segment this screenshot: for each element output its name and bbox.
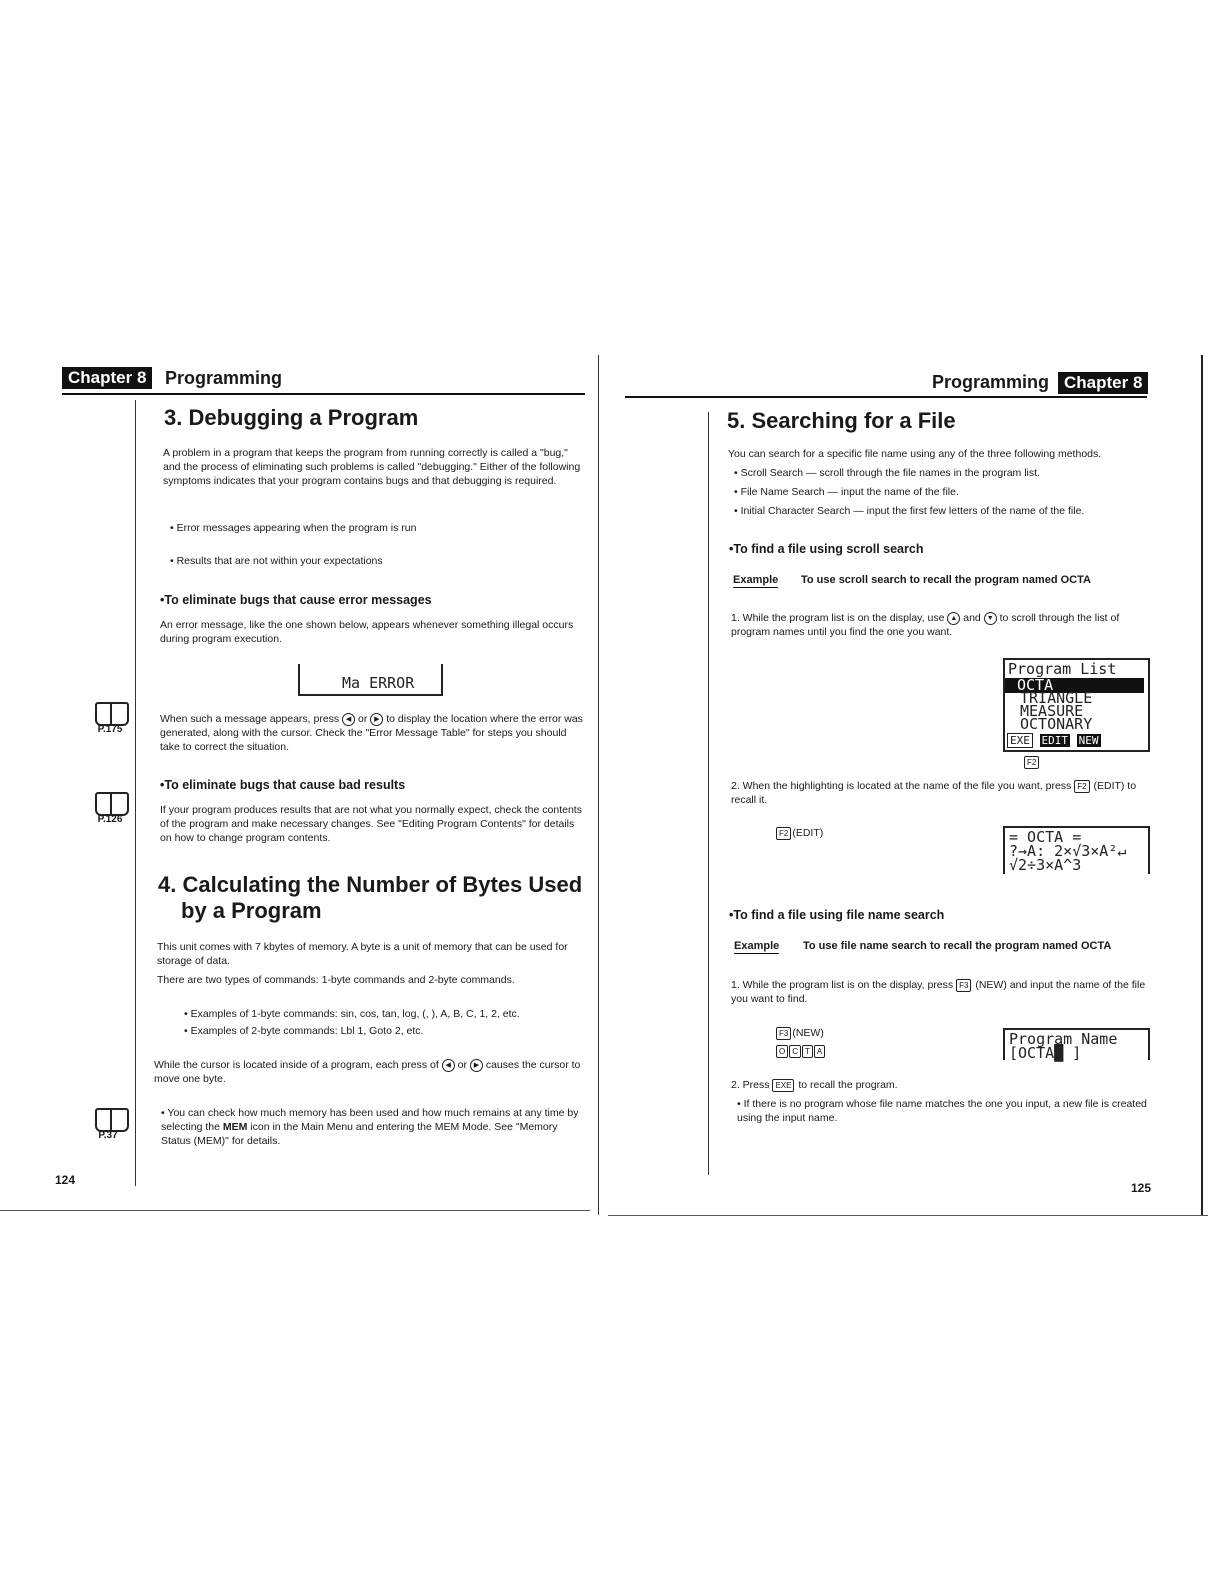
f2-key-icon: F2 bbox=[1024, 756, 1039, 769]
method-initial-char-search: • Initial Character Search — input the first few letters of the name of the file. bbox=[734, 505, 1085, 517]
f3-key-icon: F3 bbox=[956, 979, 971, 992]
book-reference-icon bbox=[95, 702, 129, 726]
left-arrow-key-icon: ◀ bbox=[442, 1059, 455, 1072]
chapter-badge-left: Chapter 8 bbox=[62, 367, 152, 389]
page-bottom-rule-left bbox=[0, 1210, 590, 1211]
lcd-edit-screen bbox=[1003, 826, 1150, 874]
chapter-title-right: Programming bbox=[932, 372, 1050, 392]
page-number-right: 125 bbox=[1131, 1181, 1152, 1195]
book-reference-icon bbox=[95, 1108, 129, 1132]
chapter-badge-right: Chapter 8 bbox=[1058, 372, 1148, 394]
letter-key-icon: A bbox=[814, 1045, 825, 1058]
f3-key-icon: F3 bbox=[776, 1027, 791, 1040]
page-bottom-rule-right bbox=[608, 1215, 1208, 1216]
letter-key-icon: O bbox=[776, 1045, 788, 1058]
example-1-text: To use scroll search to recall the program named OCTA bbox=[801, 574, 1091, 586]
lcd-list-item: OCTONARY bbox=[1020, 715, 1093, 733]
bytes-intro: This unit comes with 7 kbytes of memory. A byte is a unit of memory that can be used for storage of data. bbox=[157, 941, 568, 967]
name-step-1: 1. While the program list is on the display, press F3 (NEW) and input the name of the file you want to find. bbox=[731, 979, 1146, 1005]
lcd-program-name bbox=[1003, 1028, 1150, 1060]
letter-key-icon: C bbox=[789, 1045, 801, 1058]
new-key-label: F3 (NEW) bbox=[776, 1026, 824, 1040]
right-arrow-key-icon: ▶ bbox=[470, 1059, 483, 1072]
cursor-byte-text: While the cursor is located inside of a program, each press of ◀ or ▶ causes the cursor to move one byte. bbox=[154, 1059, 581, 1085]
example-2-text: To use file name search to recall the program named OCTA bbox=[803, 940, 1112, 952]
section-title-bytes: 4. Calculating the Number of Bytes Used bbox=[158, 872, 583, 897]
lcd-error-screen bbox=[298, 664, 443, 696]
search-intro: You can search for a specific file name using any of the three following methods. bbox=[728, 448, 1102, 460]
bullet-error-messages: • Error messages appearing when the program is run bbox=[170, 522, 417, 534]
chapter-title-left: Programming bbox=[165, 368, 283, 388]
memory-note: • You can check how much memory has been used and how much remains at any time by selecting the MEM icon in the Main Menu and entering the MEM Mode. See "Memory Status (MEM)" for details. bbox=[161, 1107, 579, 1147]
lcd-edit-line: √2÷3×A^3 bbox=[1009, 856, 1082, 874]
example-label-1: Example bbox=[733, 574, 779, 586]
header-rule-left bbox=[62, 393, 585, 395]
margin-rule-right bbox=[708, 412, 709, 1175]
book-reference-icon bbox=[95, 792, 129, 816]
header-rule-right bbox=[625, 396, 1147, 398]
right-arrow-key-icon: ▶ bbox=[370, 713, 383, 726]
lcd-edit-line: = OCTA = bbox=[1009, 828, 1082, 846]
bullet-unexpected-results: • Results that are not within your expectations bbox=[170, 555, 383, 567]
scroll-step-1: 1. While the program list is on the display, use ▲ and ▼ to scroll through the list of program names until you find the one you want. bbox=[731, 612, 1120, 638]
f2-key-icon: F2 bbox=[1074, 780, 1089, 793]
right-page-edge bbox=[1201, 355, 1203, 1215]
scroll-step-2: 2. When the highlighting is located at the name of the file you want, press F2 (EDIT) to recall it. bbox=[731, 780, 1137, 806]
name-step-2-note: • If there is no program whose file name matches the one you input, a new file is created using the input name. bbox=[737, 1098, 1147, 1124]
page-ref-p126: P.126 bbox=[97, 814, 123, 825]
page-ref-p37: P.37 bbox=[98, 1130, 118, 1141]
example-label-2: Example bbox=[734, 940, 780, 952]
page-ref-p175: P.175 bbox=[97, 724, 123, 735]
name-step-2: 2. Press EXE to recall the program. bbox=[731, 1079, 898, 1091]
down-arrow-key-icon: ▼ bbox=[984, 612, 997, 625]
subheading-bad-results: •To eliminate bugs that cause bad results bbox=[160, 778, 406, 792]
lcd-program-list bbox=[1003, 658, 1150, 752]
lcd-list-item: TRIANGLE bbox=[1020, 689, 1093, 707]
debugging-intro: A problem in a program that keeps the program from running correctly is called a "bug," and the process of eliminating such problems is called "debugging." Either of the following symptoms indicates that your program contains bugs and that debugging is required. bbox=[163, 447, 581, 487]
margin-rule-left bbox=[135, 400, 136, 1186]
exe-key-icon: EXE bbox=[772, 1079, 794, 1092]
f2-key-icon: F2 bbox=[776, 827, 791, 840]
lcd-list-header: Program List bbox=[1008, 660, 1117, 678]
name-input-keys bbox=[776, 1044, 826, 1058]
up-arrow-key-icon: ▲ bbox=[947, 612, 960, 625]
letter-key-icon: T bbox=[802, 1045, 813, 1058]
lcd-edit-line: ?→A: 2×√3×A²↵ bbox=[1009, 842, 1127, 860]
edit-key-label: F2 (EDIT) bbox=[776, 826, 823, 840]
lcd-softkey-bar bbox=[1007, 734, 1101, 747]
method-scroll-search: • Scroll Search — scroll through the file names in the program list. bbox=[734, 467, 1040, 479]
spine-divider bbox=[598, 355, 599, 1215]
bullet-2byte: • Examples of 2-byte commands: Lbl 1, Goto 2, etc. bbox=[184, 1025, 424, 1037]
softkey-edit: EDIT bbox=[1041, 734, 1068, 747]
page-number-left: 124 bbox=[55, 1173, 76, 1187]
subheading-name-search: •To find a file using file name search bbox=[729, 908, 945, 922]
softkey-new: NEW bbox=[1078, 734, 1099, 747]
lcd-name-line: [OCTA█ ] bbox=[1009, 1044, 1082, 1062]
lcd-list-item: MEASURE bbox=[1020, 702, 1084, 720]
method-file-name-search: • File Name Search — input the name of the file. bbox=[734, 486, 959, 498]
softkey-exe: EXE bbox=[1007, 733, 1033, 748]
section-title-searching: 5. Searching for a File bbox=[727, 408, 956, 433]
bad-results-text: If your program produces results that are not what you normally expect, check the contents of the program and make necessary changes. See "Editing Program Contents" for details on how to change program contents. bbox=[160, 804, 582, 844]
section-title-debugging: 3. Debugging a Program bbox=[164, 405, 419, 430]
command-types: There are two types of commands: 1-byte commands and 2-byte commands. bbox=[157, 974, 515, 986]
lcd-list-item-selected: OCTA bbox=[1005, 678, 1144, 693]
subheading-error-bugs: •To eliminate bugs that cause error messages bbox=[160, 593, 432, 607]
f2-key-indicator bbox=[1024, 752, 1040, 770]
error-location-text: When such a message appears, press ◀ or ▶ to display the location where the error was generated, along with the cursor. Check the "Error Message Table" for steps you should take to correct the situation. bbox=[160, 713, 583, 753]
error-bugs-text: An error message, like the one shown below, appears whenever something illegal occurs during program execution. bbox=[160, 619, 574, 645]
subheading-scroll-search: •To find a file using scroll search bbox=[729, 542, 924, 556]
section-title-bytes-line2: by a Program bbox=[181, 898, 322, 923]
left-arrow-key-icon: ◀ bbox=[342, 713, 355, 726]
lcd-error-text: Ma ERROR bbox=[342, 674, 415, 692]
bullet-1byte: • Examples of 1-byte commands: sin, cos, tan, log, (, ), A, B, C, 1, 2, etc. bbox=[184, 1008, 520, 1020]
lcd-name-line: Program Name bbox=[1009, 1030, 1118, 1048]
